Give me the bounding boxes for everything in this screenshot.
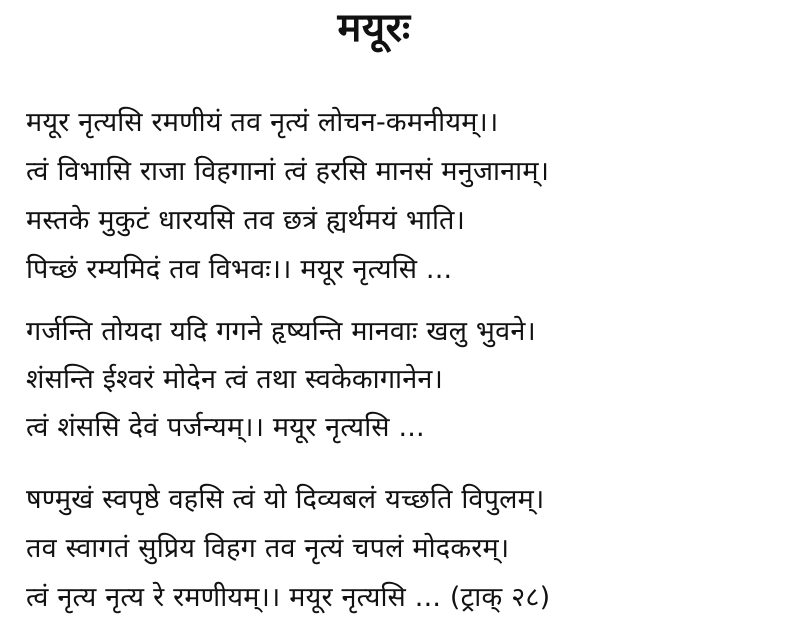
stanza-1: [26, 98, 796, 294]
stanza-3: [26, 475, 796, 622]
verse-line: त्वं शंससि देवं पर्जन्यम्।। मयूर नृत्यसि ...: [26, 412, 425, 443]
stanza-2: [26, 308, 796, 452]
verse-line: मस्तके मुकुटं धारयसि तव छत्रं ह्यर्थमयं भाति।: [26, 205, 466, 236]
verse-line: पिच्छं रम्यमिदं तव विभवः।। मयूर नृत्यसि ...: [26, 254, 453, 285]
verse-line: गर्जन्ति तोयदा यदि गगने हृष्यन्ति मानवाः खलु भुवने।: [26, 316, 536, 347]
song-title: मयूरः: [337, 5, 411, 51]
verse-line: षण्मुखं स्वपृष्ठे वहसि त्वं यो दिव्यबलं यच्छति विपुलम्।: [26, 484, 545, 515]
verse-line: तव स्वागतं सुप्रिय विहग तव नृत्यं चपलं मोदकरम्।: [26, 533, 510, 564]
verse-line: त्वं विभासि राजा विहगानां त्वं हरसि मानसं मनुजानाम्।: [26, 156, 550, 187]
verse-line: त्वं नृत्य नृत्य रे रमणीयम्।। मयूर नृत्यसि ... (ट्राक् २८): [26, 582, 551, 613]
verse-line: मयूर नृत्यसि रमणीयं तव नृत्यं लोचन-कमनीयम्।।: [26, 107, 499, 138]
verse-line: शंसन्ति ईश्वरं मोदेन त्वं तथा स्वकेकागानेन।: [26, 364, 444, 395]
